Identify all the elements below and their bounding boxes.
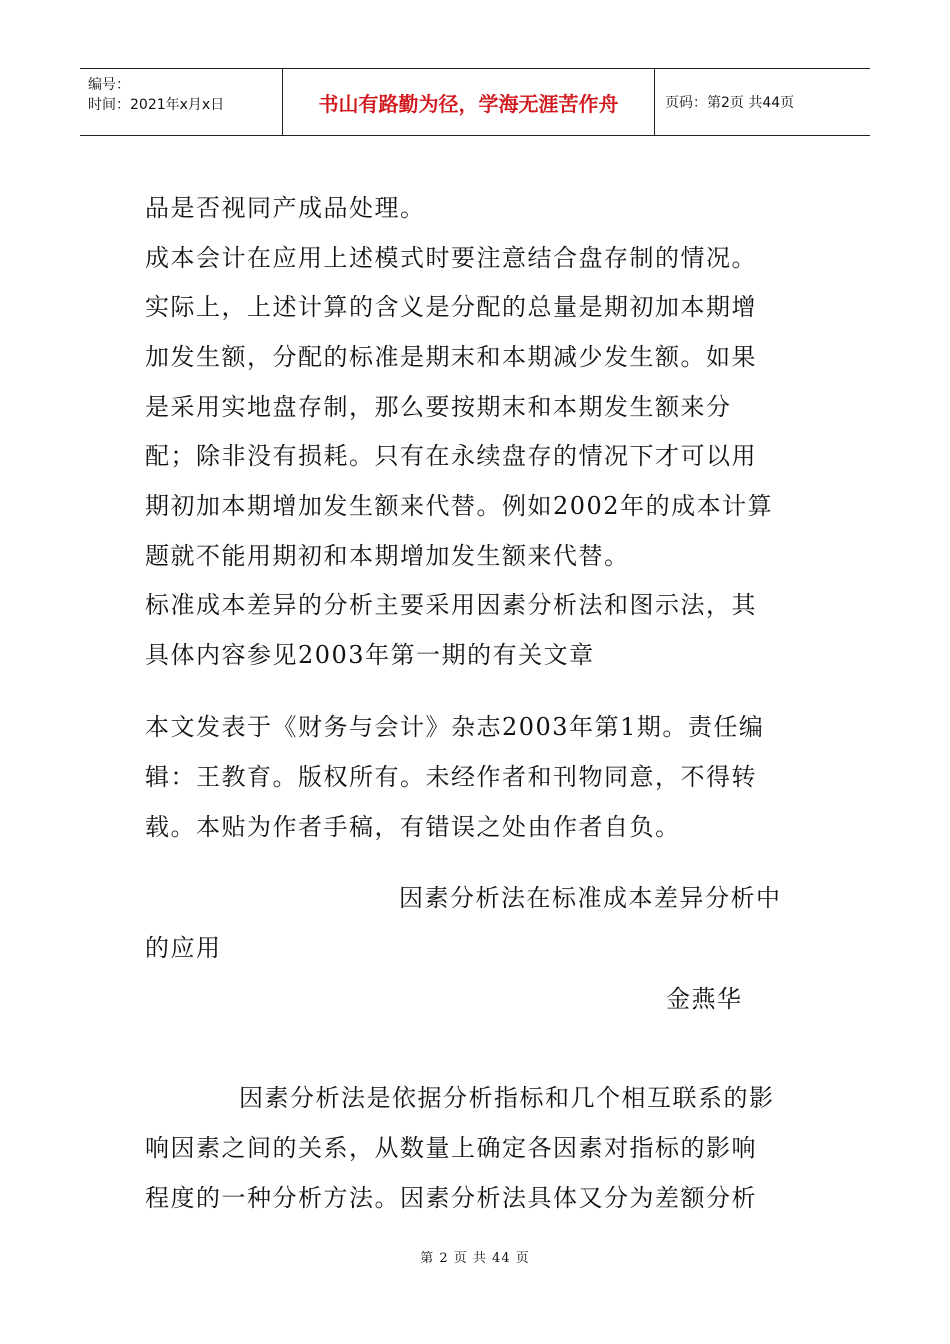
publication-note-line: 辑：王教育。版权所有。未经作者和刊物同意，不得转 — [145, 763, 757, 791]
author-name: 金燕华 — [666, 985, 743, 1013]
body-line: 具体内容参见2003年第一期的有关文章 — [145, 641, 595, 669]
body-line: 是采用实地盘存制，那么要按期末和本期发生额来分 — [145, 393, 732, 421]
body-line: 因素分析法是依据分析指标和几个相互联系的影 — [239, 1084, 775, 1112]
publication-note-line: 载。本贴为作者手稿，有错误之处由作者自负。 — [145, 813, 681, 841]
body-line: 程度的一种分析方法。因素分析法具体又分为差额分析 — [145, 1184, 757, 1212]
body-line: 加发生额，分配的标准是期末和本期减少发生额。如果 — [145, 343, 757, 371]
publication-note-line: 本文发表于《财务与会计》杂志2003年第1期。责任编 — [145, 713, 765, 741]
time-label: 时间：2021年x月x日 — [88, 97, 225, 113]
body-line: 实际上，上述计算的含义是分配的总量是期初加本期增 — [145, 293, 757, 321]
header-meta — [80, 69, 282, 135]
document-header — [80, 68, 870, 136]
body-line: 响因素之间的关系，从数量上确定各因素对指标的影响 — [145, 1134, 757, 1162]
page-footer: 第 2 页 共 44 页 — [420, 1251, 530, 1266]
body-line: 成本会计在应用上述模式时要注意结合盘存制的情况。 — [145, 244, 757, 272]
number-label: 编号： — [88, 77, 130, 93]
body-line: 题就不能用期初和本期增加发生额来代替。 — [145, 542, 630, 570]
header-motto: 书山有路勤为径，学海无涯苦作舟 — [282, 69, 655, 135]
article-title: 因素分析法在标准成本差异分析中 — [399, 884, 782, 912]
body-line: 期初加本期增加发生额来代替。例如2002年的成本计算 — [145, 492, 774, 520]
body-line: 配；除非没有损耗。只有在永续盘存的情况下才可以用 — [145, 442, 757, 470]
body-line: 标准成本差异的分析主要采用因素分析法和图示法，其 — [145, 591, 757, 619]
article-title-cont: 的应用 — [145, 934, 222, 962]
body-line: 品是否视同产成品处理。 — [145, 194, 426, 222]
header-page-info: 页码：第2页 共44页 — [665, 95, 795, 111]
